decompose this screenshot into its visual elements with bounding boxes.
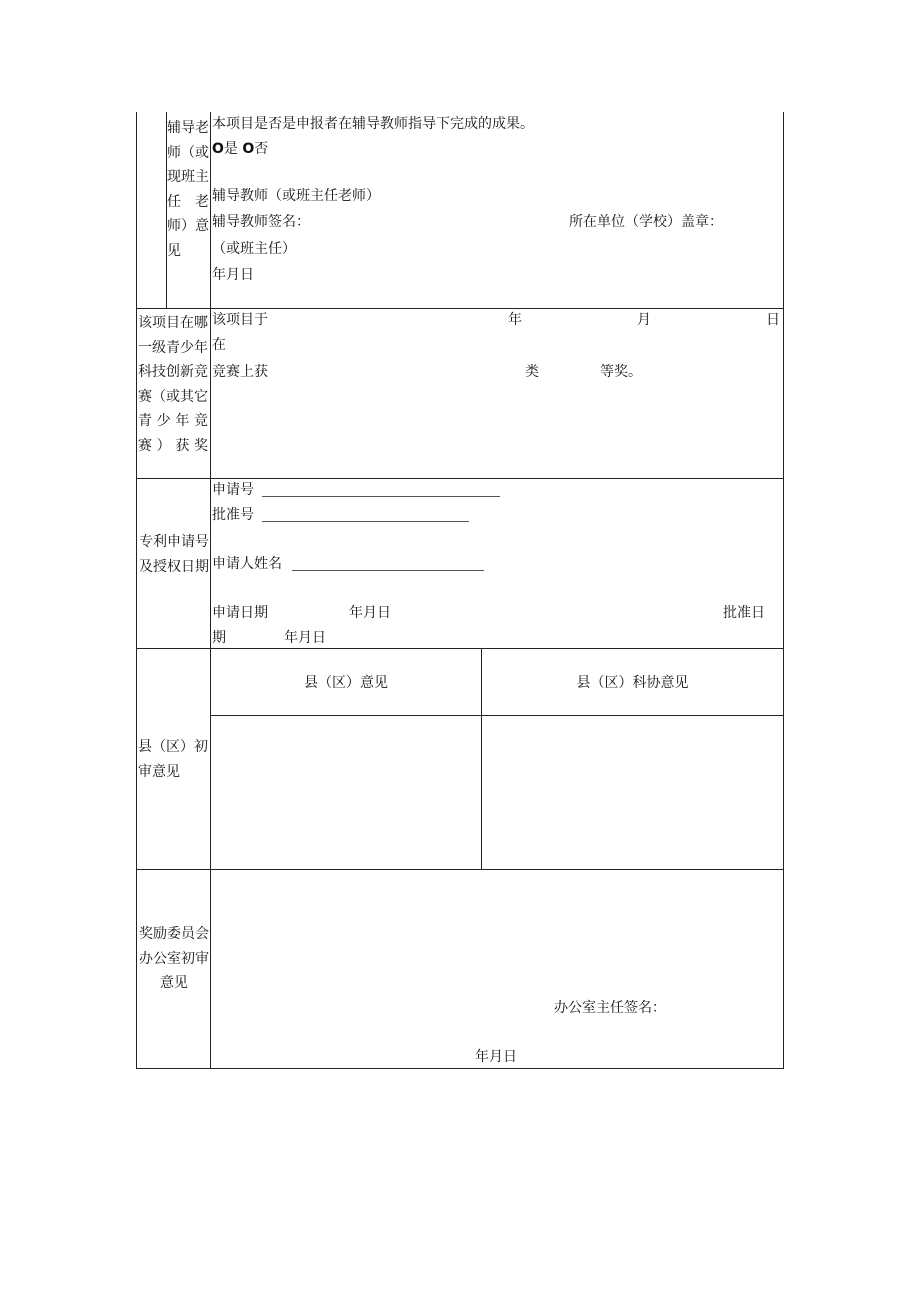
yes-option-label: 是 [223,141,238,157]
award-category-label: 类 [525,364,539,380]
county-sci-assoc-header: 县（区）科协意见 [576,675,689,691]
award-line-prefix: 该项目于 [212,312,268,328]
application-date-value: 年月日 [349,605,391,621]
unit-seal-label: 所在单位（学校）盖章： [569,214,723,230]
row-divider-3 [136,648,784,649]
no-option-label: 否 [254,141,269,157]
row-divider-2 [136,478,784,479]
advisor-opinion-label: 辅导老师（或现班主任老师）意见 [167,120,209,259]
application-number-field[interactable] [262,496,500,497]
application-number-label: 申请号 [212,482,254,498]
approval-number-label: 批准号 [212,507,254,523]
outer-right-border [783,112,784,1069]
award-competition-label: 竞赛上获 [212,364,268,380]
county-opinion-header: 县（区）意见 [304,675,388,691]
committee-office-label: 奖励委员会办公室初审意见 [139,926,209,991]
advisor-date: 年月日 [212,267,254,283]
approval-date-label: 批准日 [723,605,765,621]
county-review-label: 县（区）初审意见 [138,739,208,780]
outer-left-border [136,112,137,1069]
no-radio-button[interactable]: O [242,141,255,157]
row-divider-1 [136,308,784,309]
row-divider-4 [136,869,784,870]
table-bottom-border [136,1068,784,1069]
patent-label: 专利申请号及授权日期 [139,534,209,575]
approval-date-value: 年月日 [284,630,326,646]
label-column-divider [210,112,211,1069]
advisor-question: 本项目是否是申报者在辅导教师指导下完成的成果。 [212,116,534,132]
advisor-signature-label: 辅导教师签名： [212,214,310,230]
county-sci-assoc-cell[interactable] [482,716,783,869]
award-day-label: 日 [766,312,780,328]
advisor-yes-no-options [212,141,268,157]
advisor-teacher-line: 辅导教师（或班主任老师） [212,188,380,204]
award-prize-label: 等奖。 [600,364,642,380]
application-date-label: 申请日期 [212,605,268,621]
approval-number-field[interactable] [262,521,469,522]
applicant-name-field[interactable] [292,570,484,571]
approval-date-label-wrap: 期 [212,630,226,646]
award-year-label: 年 [508,312,522,328]
yes-radio-button[interactable]: O [212,141,224,157]
office-director-signature-label: 办公室主任签名： [554,1000,666,1016]
head-teacher-note: （或班主任） [212,241,296,257]
award-month-label: 月 [637,312,651,328]
county-opinion-cell[interactable] [211,716,481,869]
award-level-label: 该项目在哪一级青少年科技创新竞赛（或其它青少年竞赛）获奖 [138,315,208,454]
applicant-name-label: 申请人姓名 [212,556,282,572]
committee-date: 年月日 [475,1049,517,1065]
award-location-label: 在 [212,337,226,353]
